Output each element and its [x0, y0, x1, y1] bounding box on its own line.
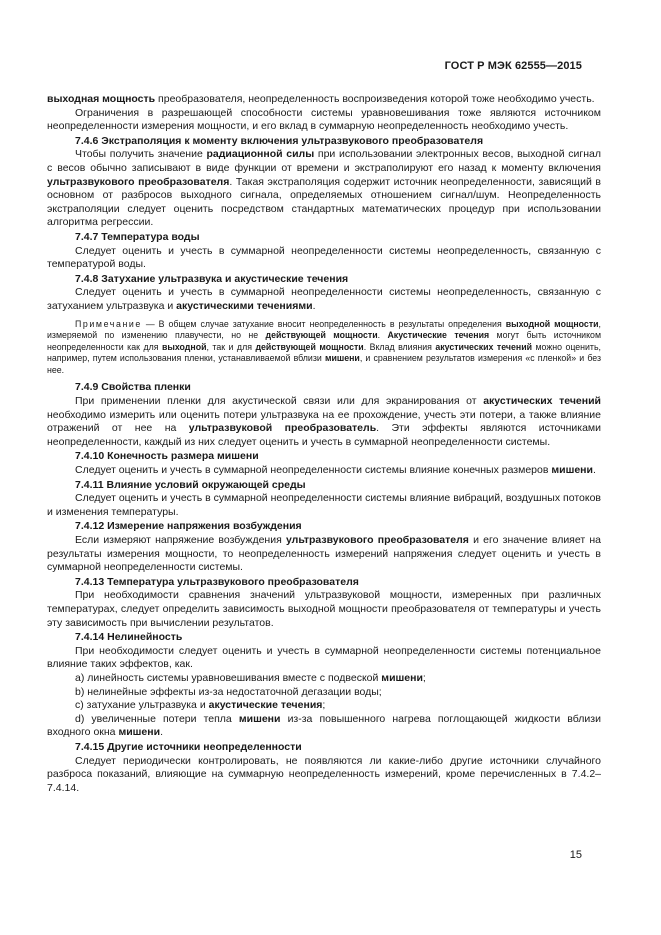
term: мишени: [551, 464, 593, 477]
paragraph: Следует периодически контролировать, не появляются ли какие-либо другие источники случайного разброса показаний, влияющие на суммарную неопределенность измерений, кроме перечисленных в 7.4.2–7.4.14.: [47, 754, 601, 794]
term: акустических течений: [483, 395, 602, 408]
paragraph: Ограничения в разрешающей способности системы уравновешивания тоже являются источником неопределенности измерения мощности, и его вклад в суммарную неопределенность необходимо учесть.: [47, 106, 601, 133]
term: радиационной силы: [206, 148, 315, 161]
section-heading-7-4-13: 7.4.13 Температура ультразвукового преобразователя: [75, 575, 359, 588]
paragraph: Если измеряют напряжение возбуждения ультразвукового преобразователя и его значение влияет на результаты измерения мощности, то неопределенность измерений напряжения следует оценить и учесть в суммарной неопределенности системы.: [47, 534, 601, 574]
paragraph: выходная мощность преобразователя, неопределенность воспроизведения которой тоже необходимо учесть.: [47, 93, 595, 105]
term: мишени: [381, 671, 423, 684]
section-heading-7-4-12: 7.4.12 Измерение напряжения возбуждения: [75, 520, 302, 533]
section-heading-7-4-7: 7.4.7 Температура воды: [75, 230, 200, 243]
section-heading-7-4-8: 7.4.8 Затухание ультразвука и акустические течения: [75, 272, 349, 285]
section-heading-7-4-9: 7.4.9 Свойства пленки: [75, 381, 191, 394]
section-heading-7-4-14: 7.4.14 Нелинейность: [75, 631, 183, 644]
term: выходная мощность: [47, 93, 156, 105]
term: акустическими течениями: [176, 299, 313, 312]
note-label: Примечание: [75, 318, 142, 329]
term: ультразвукового преобразователя: [47, 175, 230, 188]
list-item: b) нелинейные эффекты из-за недостаточной дегазации воды;: [75, 685, 382, 698]
paragraph: При применении пленки для акустической связи или для экранирования от акустических течений необходимо измерить или оценить потери ультразвука на ее прохождение, учесть эти потери, а также влияние отражений от нее на ультразвуковой преобразователь. Эти эффекты являются источниками неопределенности, каждый из них следует оценить и учесть в суммарной неопределенности системы.: [47, 395, 602, 448]
term: ультразвуковой преобразователь: [188, 422, 377, 435]
term: мишени: [238, 712, 281, 725]
term: мишени: [118, 726, 161, 739]
list-item: а) линейность системы уравновешивания вместе с подвеской мишени;: [75, 671, 426, 684]
paragraph: При необходимости сравнения значений ультразвуковой мощности, измеренных при различных температурах, следует определить зависимость выходной мощности преобразователя от температуры и учесть эту зависимость при вычислении результатов.: [47, 589, 601, 629]
paragraph: Чтобы получить значение радиационной силы при использовании электронных весов, выходной сигнал с весов обычно записывают в виде функции от времени и экстраполируют его назад к моменту включения ультразвукового преобразователя. Такая экстраполяция содержит источник неопределенности, зависящий в основном от разбросов выходного сигнала, определяемых отношением сигнал/шум. Неопределенность экстраполяции следует оценить посредством стандартных математических процедур при использовании алгоритма регрессии.: [47, 148, 601, 229]
term: акустические течения: [208, 699, 323, 712]
document-body: [47, 93, 601, 795]
list-item: c) затухание ультразвука и акустические течения;: [75, 699, 326, 712]
section-heading-7-4-11: 7.4.11 Влияние условий окружающей среды: [75, 478, 306, 491]
paragraph: Следует оценить и учесть в суммарной неопределенности системы влияние вибраций, воздушных потоков и изменения температуры.: [47, 492, 601, 518]
term: ультразвукового преобразователя: [285, 534, 469, 546]
list-item: d) увеличенные потери тепла мишени из-за повышенного нагрева поглощающей жидкости вблизи входного окна мишени.: [47, 712, 601, 739]
paragraph: Следует оценить и учесть в суммарной неопределенности системы неопределенность, связанную с температурой воды.: [47, 244, 601, 271]
paragraph: При необходимости следует оценить и учесть в суммарной неопределенности системы потенциальное влияние таких эффектов, как.: [47, 644, 601, 671]
page-number: 15: [569, 849, 582, 861]
section-heading-7-4-15: 7.4.15 Другие источники неопределенности: [75, 740, 302, 753]
paragraph: Следует оценить и учесть в суммарной неопределенности системы влияние конечных размеров мишени.: [75, 464, 596, 477]
section-heading-7-4-6: 7.4.6 Экстраполяция к моменту включения ультразвукового преобразователя: [75, 134, 484, 147]
paragraph: Следует оценить и учесть в суммарной неопределенности системы неопределенность, связанную с затуханием ультразвука и акустическими течениями.: [47, 286, 601, 312]
note: Примечание — В общем случае затухание вносит неопределенность в результаты определения выходной мощности, измеряемой по изменению плавучести, но не действующей мощности. Акустические течения могут быть источником неопределенности как для выходной, так и для действующей мощности. Вклад влияния акустических течений можно оценить, например, путем использования пленки, устанавливаемой вблизи мишени, и сравнением результатов измерения «с пленкой» и без нее.: [47, 318, 601, 375]
document-header-id: ГОСТ Р МЭК 62555—2015: [444, 60, 582, 72]
section-heading-7-4-10: 7.4.10 Конечность размера мишени: [75, 450, 259, 463]
